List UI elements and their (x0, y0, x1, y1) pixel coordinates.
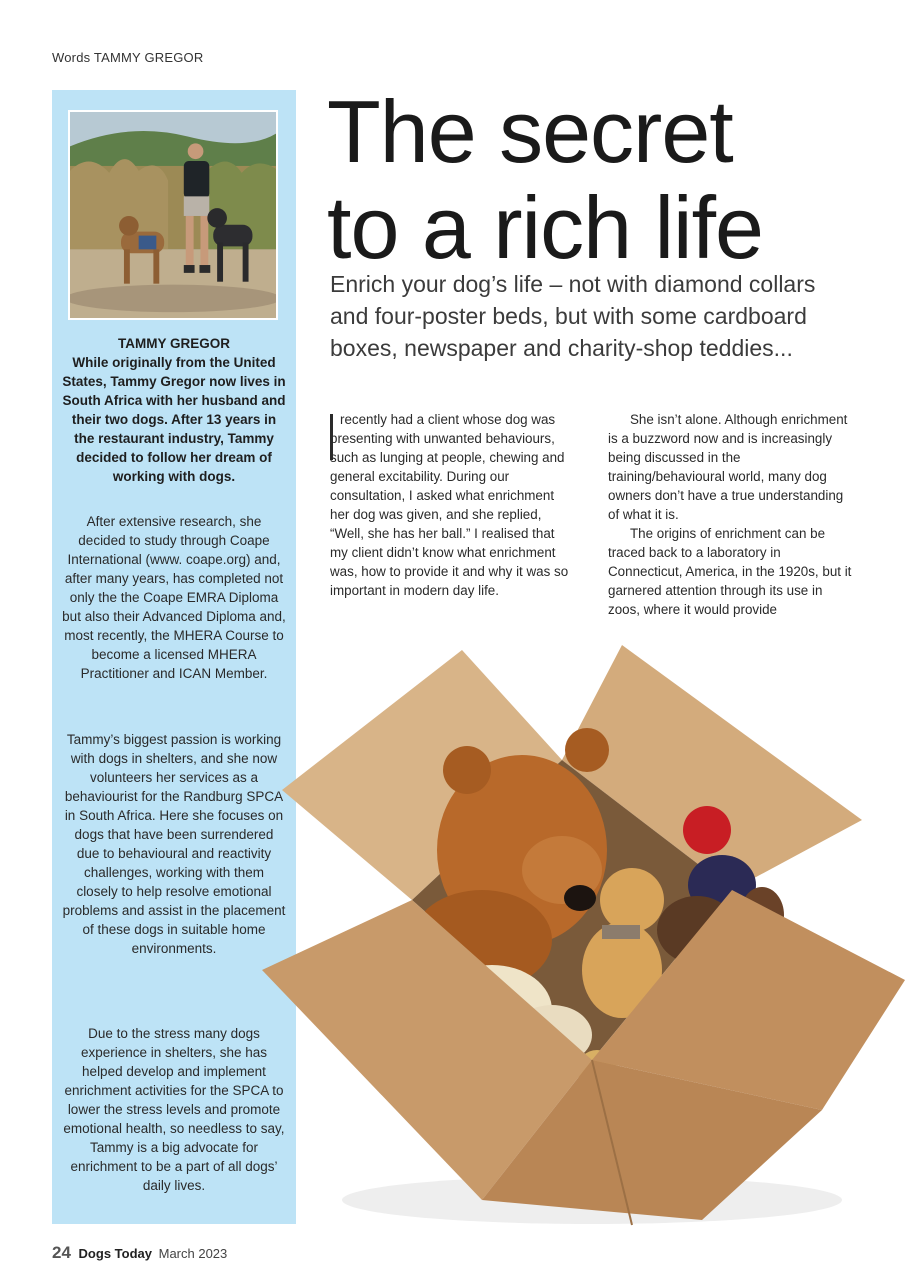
byline-author: TAMMY GREGOR (93, 50, 204, 65)
byline-prefix: Words (52, 50, 91, 65)
page-footer (52, 1243, 227, 1263)
issue-date: March 2023 (158, 1246, 228, 1261)
body-paragraph-1: recently had a client whose dog was presenting with unwanted behaviours, such as lunging at people, chewing and general excitability. During our consultation, I asked what enrichment her dog was given, and she replied, “Well, she has her ball.” I realised that my client didn’t know what enrichment was, how to provide it and why it was so important in modern day life. (330, 412, 569, 598)
headline-line-1: The secret (327, 82, 733, 181)
author-with-dogs-image (70, 112, 276, 318)
page-number: 24 (52, 1243, 71, 1262)
author-photo (68, 110, 278, 320)
author-intro: While originally from the United States, Tammy Gregor now lives in South Africa with her husband and their two dogs. After 13 years in the restaurant industry, Tammy decided to follow her dream of working with dogs. (62, 355, 286, 484)
author-bio-paragraph-1: After extensive research, she decided to study through Coape International (www. coape.org) and, after many years, has completed not only the the Coape EMRA Diploma but also their Advanced Diploma and, most recently, the MHERA Course to become a licensed MHERA Practitioner and ICAN Member. (62, 514, 286, 681)
body-column-2 (608, 410, 854, 619)
cardboard-box-illustration (262, 640, 905, 1230)
article-headline (327, 84, 887, 276)
byline (52, 50, 203, 65)
author-bio-paragraph-2: Tammy’s biggest passion is working with dogs in shelters, and she now volunteers her services as a behaviourist for the Randburg SPCA in South Africa. Here she focuses on dogs that have been surrendered due to behavioural and reactivity challenges, working with them closely to help resolve emotional problems and assist in the placement of these dogs in suitable home environments. (62, 732, 286, 956)
cardboard-box-teddies-image (262, 640, 905, 1230)
author-bio-paragraph-3: Due to the stress many dogs experience in shelters, she has helped develop and implement enrichment activities for the SPCA to lower the stress levels and promote emotional health, so needless to say, Tammy is a big advocate for enrichment to be a part of all dogs’ daily lives. (63, 1026, 285, 1193)
body-paragraph-3: The origins of enrichment can be traced back to a laboratory in Connecticut, America, in the 1920s, but it garnered attention through its use in zoos, where it would provide (608, 526, 852, 617)
body-column-1 (330, 410, 574, 600)
article-standfirst: Enrich your dog’s life – not with diamond collars and four-poster beds, but with some cardboard boxes, newspaper and charity-shop teddies... (330, 271, 816, 361)
author-name: TAMMY GREGOR (117, 336, 230, 351)
headline-line-2: to a rich life (327, 178, 763, 277)
author-sidebar (52, 90, 296, 1224)
magazine-name: Dogs Today (78, 1246, 152, 1261)
body-paragraph-2: She isn’t alone. Although enrichment is a buzzword now and is increasingly being discussed in the training/behavioural world, many dog owners don’t have a true understanding of what it is. (608, 412, 848, 522)
